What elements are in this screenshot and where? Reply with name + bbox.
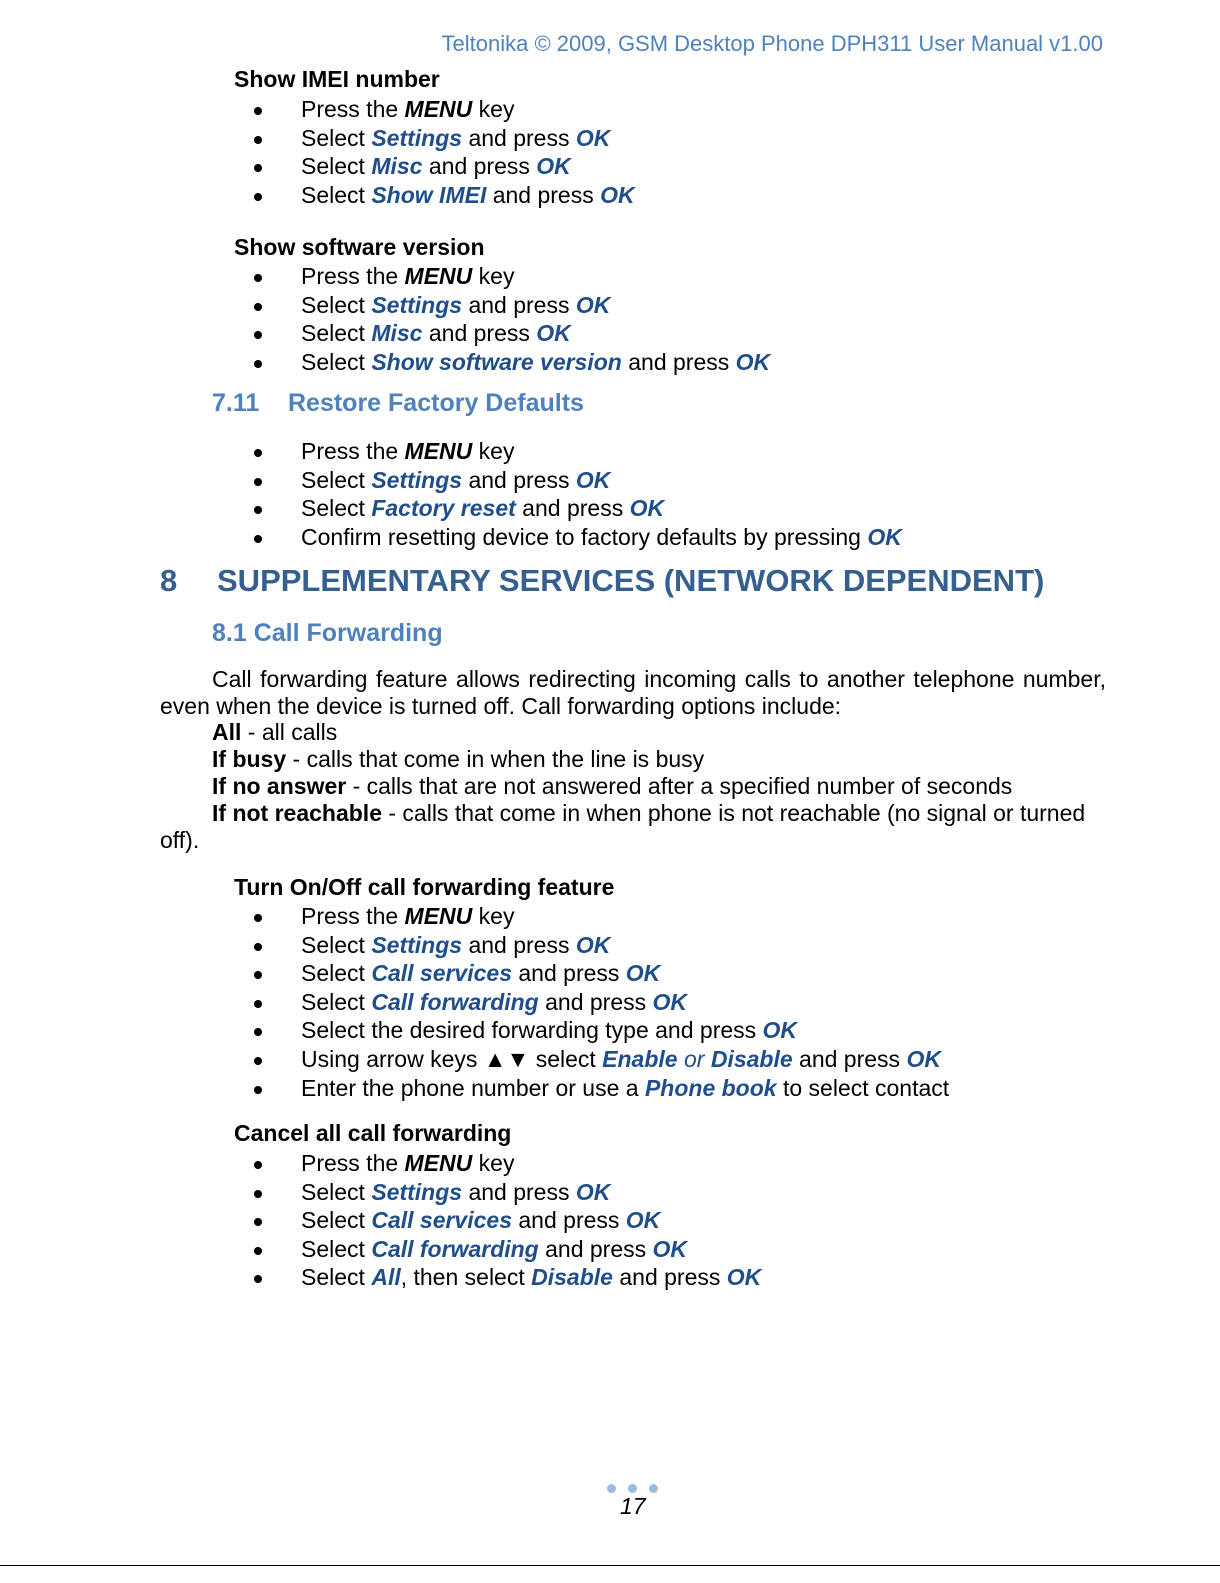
dot-icon <box>628 1484 637 1493</box>
bullet-icon <box>254 1247 262 1255</box>
bullet-icon <box>254 1028 262 1036</box>
option-all: All - all calls <box>212 719 338 745</box>
bullet-icon <box>254 449 262 457</box>
bullet-icon <box>254 1218 262 1226</box>
option-if-not-reachable: If not reachable - calls that come in when phone is not reachable (no signal or turned <box>212 800 1086 826</box>
subheading-show-imei: Show IMEI number <box>234 66 440 92</box>
bullet-icon <box>254 164 262 172</box>
bullet-icon <box>254 478 262 486</box>
bullet-icon <box>254 274 262 282</box>
bullet-icon <box>254 1161 262 1169</box>
bullet-icon <box>254 360 262 368</box>
bullet-icon <box>254 971 262 979</box>
bullet-icon <box>254 193 262 201</box>
intro-paragraph: Call forwarding feature allows redirecting incoming calls to another telephone number, even when the device is turned off. Call forwarding options include: <box>160 666 1106 719</box>
bullet-icon <box>254 1275 262 1283</box>
section-heading-call-forwarding: 8.1 Call Forwarding <box>212 619 443 647</box>
page-number: 17 <box>620 1493 646 1519</box>
bullet-icon <box>254 943 262 951</box>
subheading-show-software-version: Show software version <box>234 234 485 260</box>
option-continuation: off). <box>160 827 200 853</box>
bullet-icon <box>254 535 262 543</box>
option-if-no-answer: If no answer - calls that are not answered after a specified number of seconds <box>212 773 1013 799</box>
bullet-icon <box>254 914 262 922</box>
subheading-cancel-all: Cancel all call forwarding <box>234 1120 512 1146</box>
bullet-icon <box>254 1086 262 1094</box>
document-header: Teltonika © 2009, GSM Desktop Phone DPH311 User Manual v1.00 <box>441 31 1103 56</box>
chapter-heading: 8 SUPPLEMENTARY SERVICES (NETWORK DEPENDENT) <box>160 563 1045 598</box>
bullet-icon <box>254 303 262 311</box>
bullet-icon <box>254 1057 262 1065</box>
bullet-icon <box>254 1190 262 1198</box>
bullet-icon <box>254 331 262 339</box>
dot-icon <box>607 1484 616 1493</box>
option-if-busy: If busy - calls that come in when the line is busy <box>212 746 705 772</box>
section-heading-restore-factory-defaults: 7.11 Restore Factory Defaults <box>212 389 584 417</box>
dot-icon <box>649 1484 658 1493</box>
bullet-icon <box>254 136 262 144</box>
bullet-icon <box>254 506 262 514</box>
bullet-icon <box>254 107 262 115</box>
subheading-turn-on-off: Turn On/Off call forwarding feature <box>234 874 615 900</box>
bullet-icon <box>254 1000 262 1008</box>
bottom-rule <box>0 1565 1220 1566</box>
